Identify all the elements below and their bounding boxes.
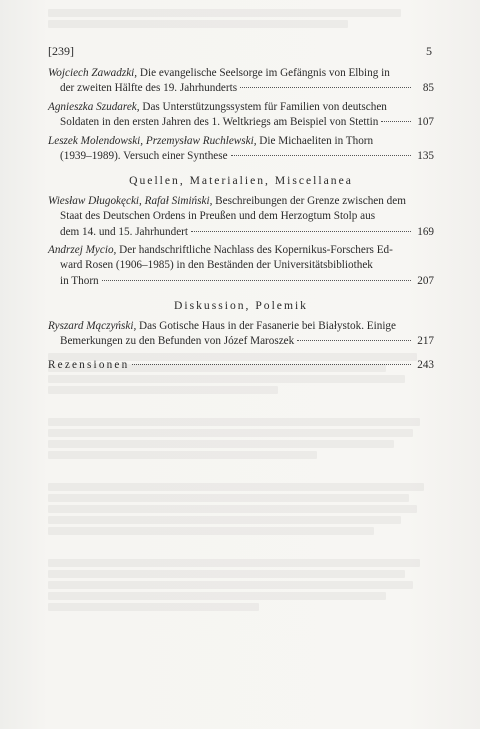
- table-of-contents: [48, 66, 434, 373]
- leader-dots: [231, 155, 411, 156]
- entry-title-line-2: Staat des Deutschen Ordens in Preußen und dem Herzogtum Stolp aus: [60, 210, 376, 223]
- entry-author: Andrzej Mycio,: [48, 244, 117, 257]
- entry-author: Agnieszka Szudarek,: [48, 100, 140, 113]
- entry-title: Bemerkungen zu den Befunden von Józef Maroszek: [60, 335, 295, 348]
- toc-entry-molendowski[interactable]: [48, 134, 434, 165]
- toc-entry-maczynski[interactable]: [48, 319, 434, 350]
- entry-title-line-1: [48, 66, 434, 81]
- entry-last-line: [48, 115, 434, 130]
- entry-title-line-1: [48, 243, 434, 258]
- toc-entry-mycio[interactable]: [48, 243, 434, 289]
- entry-title: Die Michaeliten in Thorn: [259, 134, 374, 147]
- entry-page-number: 243: [417, 358, 434, 371]
- entry-page-number: 169: [417, 225, 434, 238]
- leader-dots: [191, 231, 411, 232]
- entry-title: der zweiten Hälfte des 19. Jahrhunderts: [60, 82, 238, 95]
- bleed-through-text: [48, 6, 432, 42]
- entry-title-line-1: [48, 319, 434, 334]
- entry-author: Wojciech Zawadzki,: [48, 67, 138, 79]
- leader-dots: [381, 121, 411, 122]
- entry-title: Der handschriftliche Nachlass des Kopernikus-Forschers Ed-: [119, 244, 393, 257]
- entry-last-line: [48, 149, 434, 164]
- section-heading-sources: Quellen, Materialien, Miscellanea: [129, 174, 353, 188]
- entry-title-line-1: [48, 134, 434, 149]
- page-reference: [239]: [48, 44, 74, 58]
- entry-last-line: [48, 81, 434, 96]
- entry-author: Leszek Molendowski, Przemysław Ruchlewski,: [48, 134, 257, 147]
- page-number: 5: [426, 44, 432, 58]
- bleed-through-text: [48, 350, 432, 680]
- toc-entry-dlugokecki[interactable]: [48, 194, 434, 240]
- entry-page-number: 107: [417, 116, 434, 129]
- entry-title: Das Gotische Haus in der Fasanerie bei Białystok. Einige: [139, 319, 396, 332]
- leader-dots: [240, 87, 411, 88]
- entry-page-number: 85: [422, 82, 434, 95]
- section-heading-reviews: Rezensionen: [48, 358, 130, 371]
- entry-author: Ryszard Mączyński,: [48, 319, 137, 332]
- entry-title-line-1: [48, 100, 434, 115]
- section-heading-discussion: Diskussion, Polemik: [174, 299, 308, 313]
- toc-entry-zawadzki[interactable]: [48, 66, 434, 97]
- entry-title: Das Unterstützungssystem für Familien von deutschen: [142, 100, 387, 113]
- entry-page-number: 217: [417, 335, 434, 348]
- entry-title: Soldaten in den ersten Jahren des 1. Weltkriegs am Beispiel von Stettin: [60, 116, 379, 129]
- entry-last-line: [48, 274, 434, 289]
- entry-last-line: [48, 225, 434, 240]
- entry-title: dem 14. und 15. Jahrhundert: [60, 225, 189, 238]
- entry-title: (1939–1989). Versuch einer Synthese: [60, 150, 228, 163]
- toc-entry-szudarek[interactable]: [48, 100, 434, 131]
- page-header: [48, 44, 432, 59]
- entry-page-number: 207: [417, 274, 434, 287]
- entry-title-line-1: [48, 194, 434, 209]
- entry-title: Beschreibungen der Grenze zwischen dem: [215, 194, 406, 207]
- leader-dots: [297, 340, 411, 341]
- entry-title: in Thorn: [60, 274, 99, 287]
- entry-page-number: 135: [417, 150, 434, 163]
- entry-last-line: [48, 334, 434, 349]
- entry-title-line-2: ward Rosen (1906–1985) in den Beständen der Universitätsbibliothek: [60, 259, 373, 272]
- entry-author: Wiesław Długokęcki, Rafał Simiński,: [48, 194, 213, 207]
- leader-dots: [102, 280, 411, 281]
- entry-title: Die evangelische Seelsorge im Gefängnis von Elbing in: [139, 67, 390, 79]
